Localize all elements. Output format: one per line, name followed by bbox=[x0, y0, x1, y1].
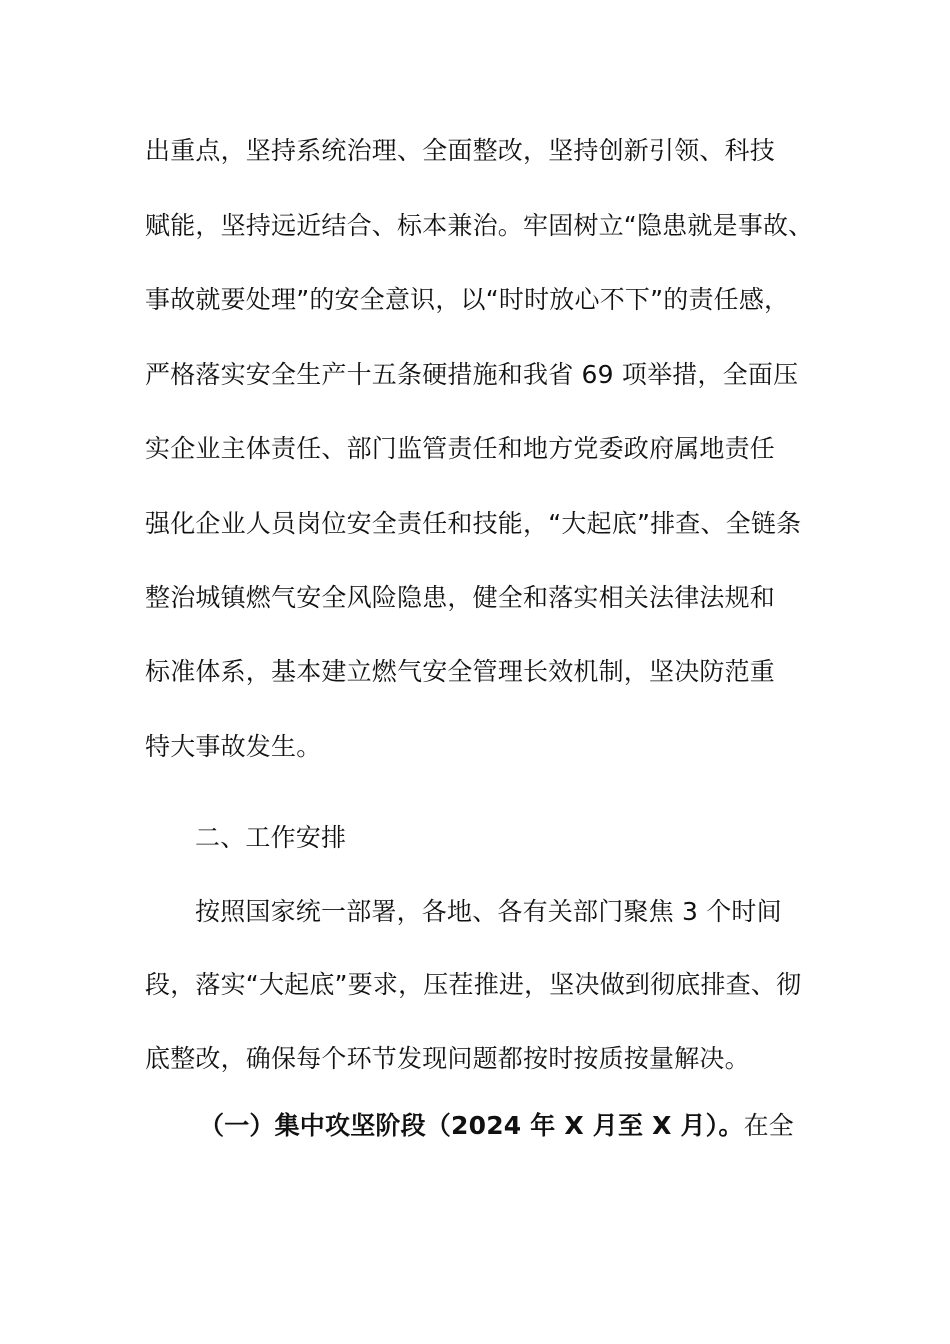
section-heading: 二、工作安排 bbox=[195, 823, 347, 852]
paragraph-2-line-2: 段，落实“大起底”要求，压茬推进，坚决做到彻底排查、彻 bbox=[145, 970, 802, 999]
subsection-line bbox=[199, 1109, 794, 1143]
paragraph-1-line-2: 赋能，坚持远近结合、标本兼治。牢固树立“隐患就是事故、 bbox=[145, 211, 814, 240]
paragraph-1-line-1: 出重点，坚持系统治理、全面整改，坚持创新引领、科技 bbox=[145, 136, 776, 165]
paragraph-1-line-6: 强化企业人员岗位安全责任和技能，“大起底”排查、全链条 bbox=[145, 509, 802, 538]
paragraph-2-line-3: 底整改，确保每个环节发现问题都按时按质按量解决。 bbox=[145, 1044, 750, 1073]
paragraph-1-line-5: 实企业主体责任、部门监管责任和地方党委政府属地责任 bbox=[145, 434, 776, 463]
paragraph-1-line-4: 严格落实安全生产十五条硬措施和我省 69 项举措，全面压 bbox=[145, 360, 799, 389]
subsection-text: 在全 bbox=[743, 1111, 794, 1140]
paragraph-1-line-3: 事故就要处理”的安全意识，以“时时放心不下”的责任感， bbox=[145, 285, 790, 314]
subsection-heading: （一）集中攻坚阶段（2024 年 X 月至 X 月）。 bbox=[199, 1111, 744, 1140]
paragraph-1-line-8: 标准体系，基本建立燃气安全管理长效机制，坚决防范重 bbox=[145, 657, 776, 686]
paragraph-2-line-1: 按照国家统一部署，各地、各有关部门聚焦 3 个时间 bbox=[195, 897, 782, 926]
paragraph-1-line-7: 整治城镇燃气安全风险隐患，健全和落实相关法律法规和 bbox=[145, 583, 776, 612]
paragraph-1-line-9: 特大事故发生。 bbox=[145, 732, 322, 761]
